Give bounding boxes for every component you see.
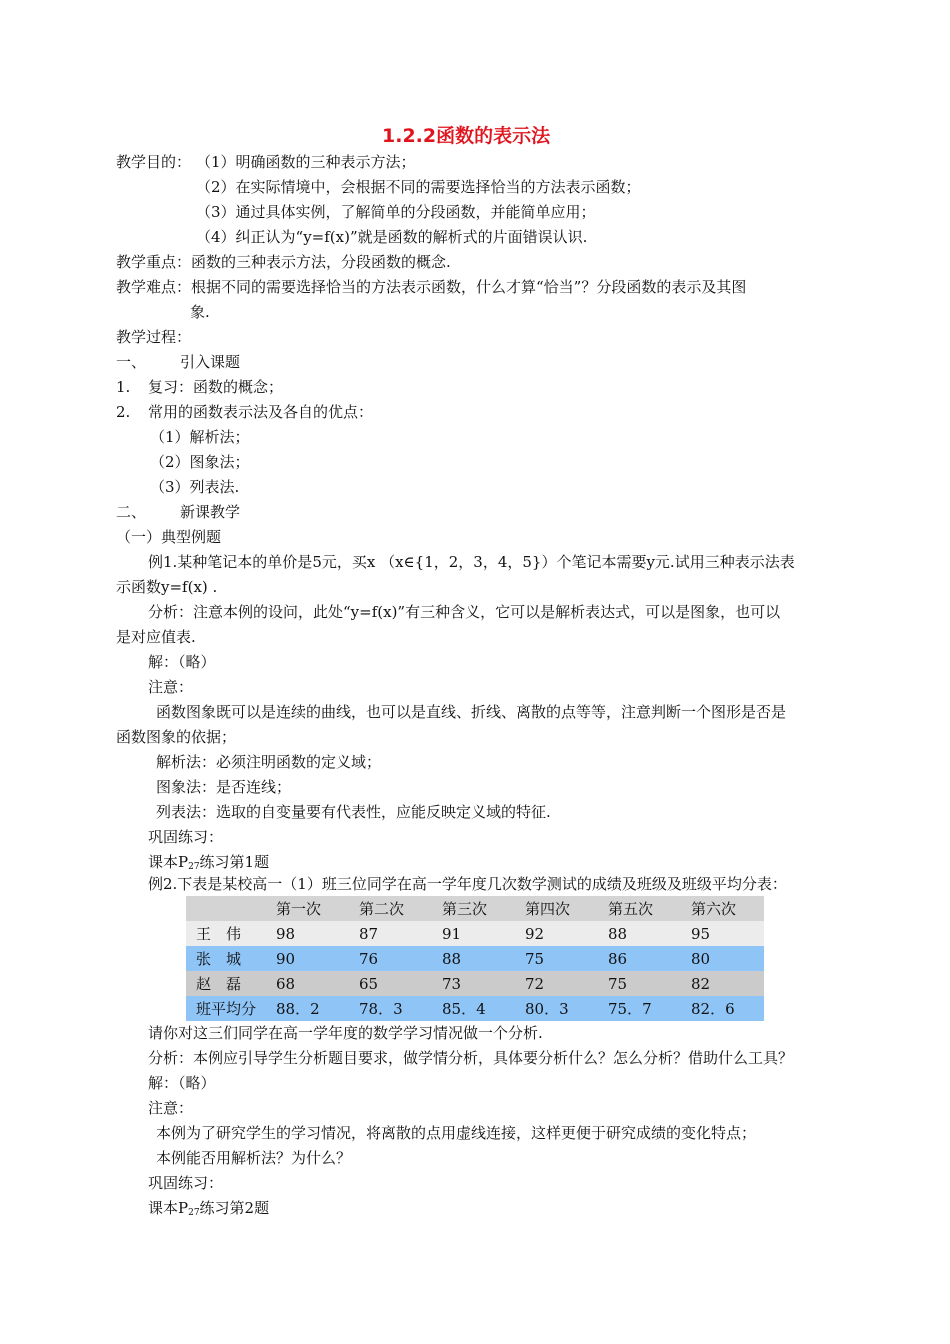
list-item-1-text: 复习：函数的概念； — [148, 378, 284, 396]
homework-suffix: 练习第1题 — [199, 853, 270, 871]
table-header-cell: 第二次 — [359, 900, 405, 918]
example1-note-analytic: 解析法：必须注明函数的定义域； — [156, 753, 382, 771]
process-label: 教学过程： — [116, 328, 192, 346]
table-header-cell: 第六次 — [691, 900, 737, 918]
table-cell: 87 — [359, 924, 379, 943]
table-cell: 92 — [525, 924, 545, 943]
table-cell: 95 — [691, 924, 711, 943]
table-cell: 76 — [359, 949, 379, 968]
example1-note-line1: 函数图象既可以是连续的曲线，也可以是直线、折线、离散的点等等，注意判断一个图形是否是 — [156, 703, 787, 721]
table-cell: 85．4 — [442, 1000, 486, 1018]
table-header-cell: 第五次 — [608, 900, 654, 918]
goals-label: 教学目的： — [116, 153, 192, 171]
example1-line1: 例1.某种笔记本的单价是5元，买x （x∈{1，2，3，4，5}）个笔记本需要y元.试用三种表示法表 — [148, 553, 795, 571]
score-table — [186, 896, 764, 1021]
example1-note-table: 列表法：选取的自变量要有代表性，应能反映定义域的特征. — [156, 803, 551, 821]
table-cell: 78．3 — [359, 1000, 403, 1018]
example2-note-line1: 本例为了研究学生的学习情况，将离散的点用虚线连接，这样更便于研究成绩的变化特点； — [156, 1124, 757, 1142]
subsection-title: （一）典型例题 — [116, 528, 222, 546]
table-cell: 68 — [276, 974, 296, 993]
key-points: 教学重点：函数的三种表示方法，分段函数的概念. — [116, 253, 451, 271]
table-cell: 72 — [525, 974, 545, 993]
table-row — [186, 921, 764, 946]
table-row — [186, 996, 764, 1021]
example1-practice-label: 巩固练习： — [148, 828, 224, 846]
section1-title: 引入课题 — [180, 353, 241, 371]
goal-3: （3）通过具体实例，了解简单的分段函数，并能简单应用； — [196, 203, 596, 221]
method-1: （1）解析法； — [150, 428, 250, 446]
difficulty-line1: 教学难点：根据不同的需要选择恰当的方法表示函数，什么才算“恰当”？分段函数的表示及其图 — [116, 278, 747, 296]
table-cell: 73 — [442, 974, 462, 993]
list-item-2-number: 2. — [116, 403, 131, 421]
example1-line2: 示函数y=f(x) . — [116, 578, 218, 596]
table-cell: 赵 磊 — [196, 975, 242, 993]
table-cell: 90 — [276, 949, 296, 968]
table-cell: 75．7 — [608, 1000, 652, 1018]
example2-solution: 解：（略） — [148, 1074, 216, 1092]
table-cell: 88 — [608, 924, 628, 943]
example2-question: 请你对这三们同学在高一学年度的数学学习情况做一个分析. — [148, 1024, 543, 1042]
example2-note-line2: 本例能否用解析法？为什么？ — [156, 1149, 352, 1167]
table-cell: 王 伟 — [196, 925, 242, 943]
homework-suffix: 练习第2题 — [199, 1199, 270, 1217]
homework-prefix: 课本P — [148, 1199, 189, 1217]
goal-1: （1）明确函数的三种表示方法； — [196, 153, 416, 171]
table-cell: 82 — [691, 974, 711, 993]
goal-2: （2）在实际情境中，会根据不同的需要选择恰当的方法表示函数； — [196, 178, 641, 196]
table-header-cell — [186, 896, 266, 921]
section1-number: 一、 — [116, 353, 147, 371]
table-cell: 80 — [691, 949, 711, 968]
example2-homework — [148, 1198, 269, 1223]
example1-note-label: 注意： — [148, 678, 194, 696]
goal-4: （4）纠正认为“y=f(x)”就是函数的解析式的片面错误认识. — [196, 228, 588, 246]
table-cell: 88．2 — [276, 1000, 320, 1018]
example1-analysis-line1: 分析：注意本例的设问，此处“y=f(x)”有三种含义，它可以是解析表达式，可以是图象，也可以 — [148, 603, 781, 621]
method-2: （2）图象法； — [150, 453, 250, 471]
table-header-cell: 第一次 — [276, 900, 322, 918]
section2-number: 二、 — [116, 503, 147, 521]
example1-note-graph: 图象法：是否连线； — [156, 778, 292, 796]
table-row — [186, 946, 764, 971]
homework-page: 27 — [188, 862, 200, 872]
homework-prefix: 课本P — [148, 853, 189, 871]
table-header-cell: 第三次 — [442, 900, 488, 918]
example2-intro: 例2.下表是某校高一（1）班三位同学在高一学年度几次数学测试的成绩及班级及班级平均分表： — [148, 875, 787, 893]
table-cell: 张 城 — [196, 950, 242, 968]
table-cell: 91 — [442, 924, 462, 943]
example2-analysis: 分析：本例应引导学生分析题目要求，做学情分析，具体要分析什么？怎么分析？借助什么工具？ — [148, 1049, 794, 1067]
example1-note-line2: 函数图象的依据； — [116, 728, 237, 746]
table-cell: 88 — [442, 949, 462, 968]
example2-practice-label: 巩固练习： — [148, 1174, 224, 1192]
list-item-2-text: 常用的函数表示法及各自的优点： — [148, 403, 374, 421]
table-cell: 98 — [276, 924, 296, 943]
list-item-1-number: 1. — [116, 378, 131, 396]
table-cell: 80．3 — [525, 1000, 569, 1018]
table-cell: 65 — [359, 974, 379, 993]
section2-title: 新课教学 — [180, 503, 241, 521]
example2-note-label: 注意： — [148, 1099, 194, 1117]
difficulty-line2: 象. — [190, 303, 210, 321]
method-3: （3）列表法. — [150, 478, 240, 496]
table-cell: 82．6 — [691, 1000, 735, 1018]
table-header-row — [186, 896, 764, 921]
table-cell: 86 — [608, 949, 628, 968]
example1-solution: 解：（略） — [148, 653, 216, 671]
table-row — [186, 971, 764, 996]
table-cell: 班平均分 — [196, 1000, 257, 1018]
table-cell: 75 — [608, 974, 628, 993]
table-header-cell: 第四次 — [525, 900, 571, 918]
homework-page: 27 — [188, 1208, 200, 1218]
page-title: 1.2.2函数的表示法 — [382, 125, 551, 147]
table-cell: 75 — [525, 949, 545, 968]
example1-analysis-line2: 是对应值表. — [116, 628, 196, 646]
